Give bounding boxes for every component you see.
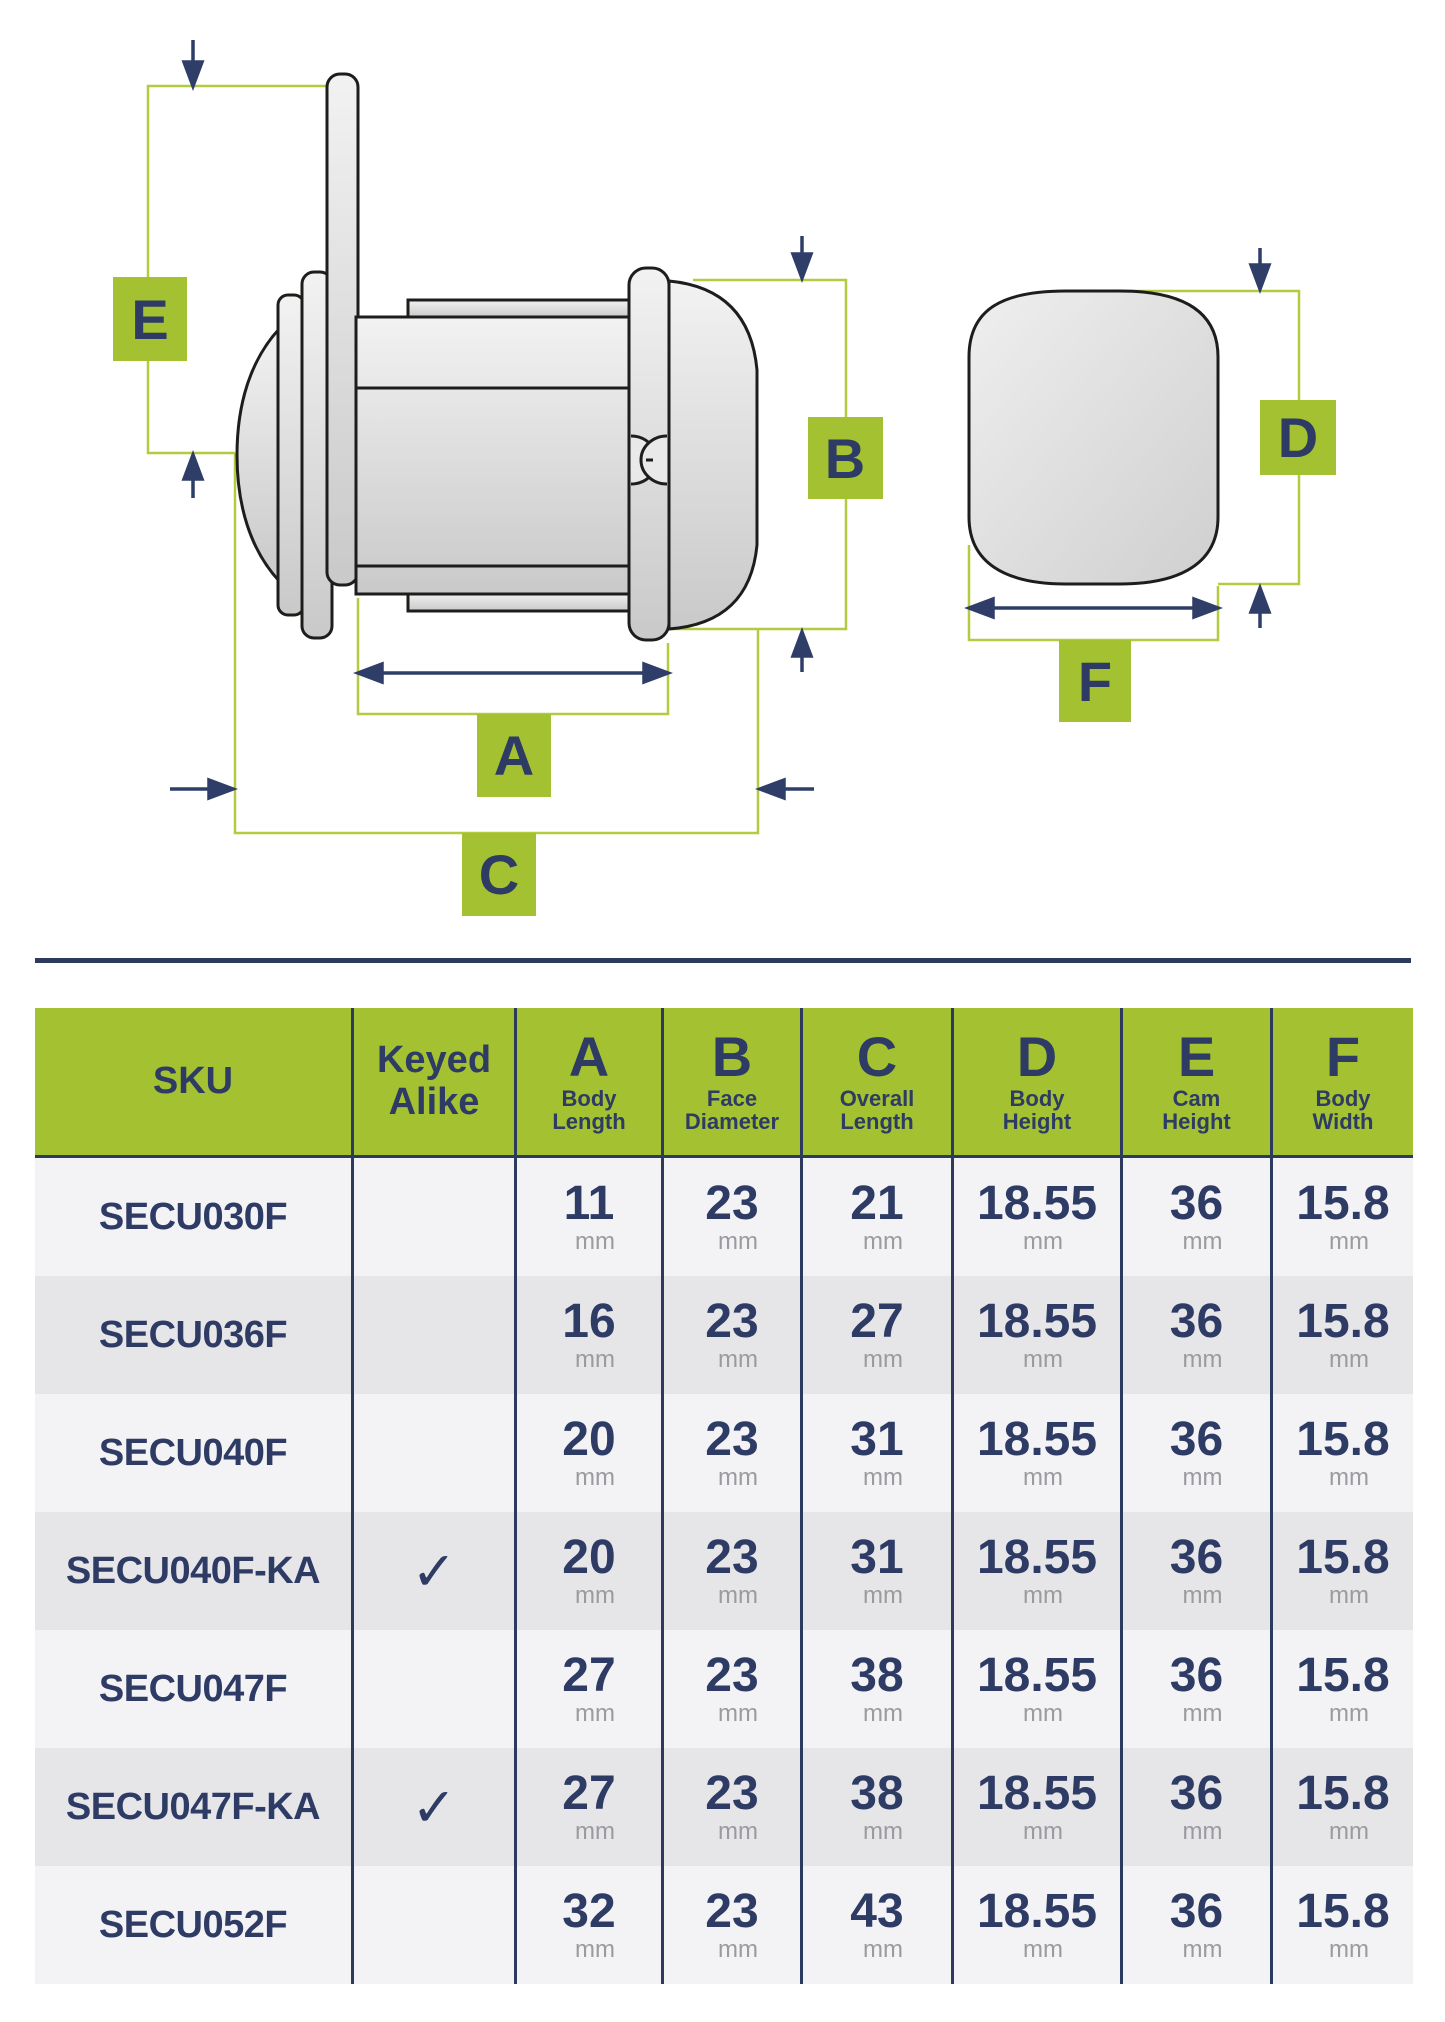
lock-dimension-diagram: [0, 0, 1445, 950]
arrow-down-b-icon: [793, 236, 811, 278]
value-cell: 11 mm: [514, 1158, 661, 1276]
value-cell: 23 mm: [661, 1512, 800, 1630]
value-cell: 31 mm: [800, 1512, 951, 1630]
keyed-cell: [351, 1158, 514, 1276]
value-cell: 15.8 mm: [1270, 1394, 1413, 1512]
double-arrow-f-icon: [969, 599, 1218, 617]
check-icon: ✓: [411, 1539, 457, 1603]
value-cell: 18.55 mm: [951, 1276, 1120, 1394]
sku-cell: SECU052F: [35, 1866, 351, 1984]
keyed-cell: [351, 1748, 514, 1866]
body-bottom-strip: [408, 593, 630, 611]
value-cell: 23 mm: [661, 1866, 800, 1984]
keyed-cell: [351, 1866, 514, 1984]
cam-bar: [327, 74, 358, 585]
value-cell: 20 mm: [514, 1394, 661, 1512]
dim-label-f: F: [1077, 650, 1113, 713]
value-cell: 15.8 mm: [1270, 1276, 1413, 1394]
arrow-down-icon: [184, 40, 202, 86]
col-header-sku: SKU: [35, 1008, 351, 1158]
value-cell: 23 mm: [661, 1748, 800, 1866]
value-cell: 18.55 mm: [951, 1158, 1120, 1276]
keyed-cell: [351, 1276, 514, 1394]
dim-label-a: A: [493, 724, 535, 787]
dim-a-bracket: [358, 598, 668, 714]
keyed-cell: [351, 1512, 514, 1630]
value-cell: 15.8 mm: [1270, 1748, 1413, 1866]
col-header-b: B Face Diameter: [661, 1008, 800, 1158]
value-cell: 36 mm: [1120, 1158, 1270, 1276]
value-cell: 36 mm: [1120, 1630, 1270, 1748]
divider: [35, 958, 1411, 963]
sku-cell: SECU040F-KA: [35, 1512, 351, 1630]
double-arrow-a-icon: [358, 664, 668, 682]
value-cell: 36 mm: [1120, 1276, 1270, 1394]
check-icon: ✓: [411, 1775, 457, 1839]
value-cell: 15.8 mm: [1270, 1866, 1413, 1984]
col-header-d: D Body Height: [951, 1008, 1120, 1158]
value-cell: 23 mm: [661, 1158, 800, 1276]
value-cell: 15.8 mm: [1270, 1158, 1413, 1276]
keyed-cell: [351, 1630, 514, 1748]
value-cell: 36 mm: [1120, 1748, 1270, 1866]
value-cell: 18.55 mm: [951, 1866, 1120, 1984]
value-cell: 23 mm: [661, 1276, 800, 1394]
front-cap: [669, 281, 757, 629]
value-cell: 21 mm: [800, 1158, 951, 1276]
value-cell: 38 mm: [800, 1748, 951, 1866]
body-top-strip: [408, 300, 630, 318]
arrow-left-icon: [760, 780, 814, 798]
dim-label-d: D: [1277, 406, 1319, 469]
dim-label-c: C: [478, 843, 520, 906]
dim-label-b: B: [824, 427, 866, 490]
value-cell: 23 mm: [661, 1394, 800, 1512]
value-cell: 36 mm: [1120, 1512, 1270, 1630]
col-header-c: C Overall Length: [800, 1008, 951, 1158]
value-cell: 32 mm: [514, 1866, 661, 1984]
value-cell: 16 mm: [514, 1276, 661, 1394]
sku-cell: SECU047F-KA: [35, 1748, 351, 1866]
value-cell: 43 mm: [800, 1866, 951, 1984]
arrow-up-d-icon: [1251, 588, 1269, 628]
value-cell: 31 mm: [800, 1394, 951, 1512]
sku-cell: SECU036F: [35, 1276, 351, 1394]
lock-body: [356, 317, 630, 594]
sku-cell: SECU030F: [35, 1158, 351, 1276]
col-header-e: E Cam Height: [1120, 1008, 1270, 1158]
value-cell: 27 mm: [800, 1276, 951, 1394]
value-cell: 15.8 mm: [1270, 1512, 1413, 1630]
value-cell: 18.55 mm: [951, 1748, 1120, 1866]
col-header-f: F Body Width: [1270, 1008, 1413, 1158]
col-header-keyed-alike: Keyed Alike: [351, 1008, 514, 1158]
value-cell: 36 mm: [1120, 1394, 1270, 1512]
value-cell: 23 mm: [661, 1630, 800, 1748]
arrow-up-b-icon: [793, 632, 811, 672]
value-cell: 15.8 mm: [1270, 1630, 1413, 1748]
keyed-cell: [351, 1394, 514, 1512]
value-cell: 18.55 mm: [951, 1630, 1120, 1748]
value-cell: 18.55 mm: [951, 1512, 1120, 1630]
back-washer-outer: [278, 295, 304, 615]
col-header-a: A Body Length: [514, 1008, 661, 1158]
sku-cell: SECU047F: [35, 1630, 351, 1748]
value-cell: 36 mm: [1120, 1866, 1270, 1984]
value-cell: 27 mm: [514, 1748, 661, 1866]
arrow-up-icon: [184, 455, 202, 498]
spec-table: [35, 1008, 1413, 1984]
arrow-right-icon: [170, 780, 233, 798]
dim-label-e: E: [131, 288, 169, 351]
lock-side-view: [237, 74, 757, 640]
back-dome: [237, 328, 280, 582]
value-cell: 18.55 mm: [951, 1394, 1120, 1512]
value-cell: 38 mm: [800, 1630, 951, 1748]
arrow-down-d-icon: [1251, 248, 1269, 289]
front-body: [969, 291, 1218, 584]
value-cell: 20 mm: [514, 1512, 661, 1630]
lock-front-view: [969, 291, 1218, 584]
value-cell: 27 mm: [514, 1630, 661, 1748]
sku-cell: SECU040F: [35, 1394, 351, 1512]
